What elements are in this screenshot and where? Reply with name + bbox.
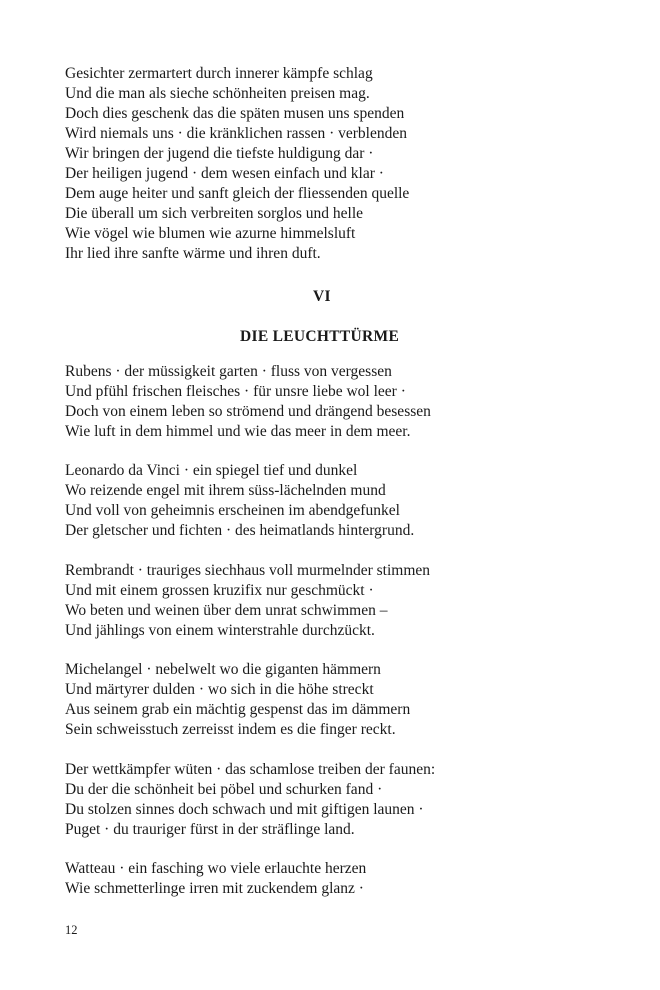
verse-line: Und die man als sieche schönheiten preisen mag. bbox=[65, 85, 370, 102]
verse-line: Und mit einem grossen kruzifix nur geschmückt · bbox=[65, 582, 374, 599]
verse-line: Der heiligen jugend · dem wesen einfach und klar · bbox=[65, 165, 384, 182]
verse-line: Puget · du trauriger fürst in der sträflinge land. bbox=[65, 821, 355, 838]
verse-line: Gesichter zermartert durch innerer kämpfe schlag bbox=[65, 65, 373, 82]
verse-line: Wir bringen der jugend die tiefste huldigung dar · bbox=[65, 145, 374, 162]
verse-line: Und jählings von einem winterstrahle durchzückt. bbox=[65, 622, 375, 639]
stanza-rubens bbox=[65, 362, 625, 442]
verse-line: Wird niemals uns · die kränklichen rassen · verblenden bbox=[65, 125, 407, 142]
verse-line: Der wettkämpfer wüten · das schamlose treiben der faunen: bbox=[65, 761, 436, 778]
verse-line: Die überall um sich verbreiten sorglos und helle bbox=[65, 205, 364, 222]
stanza-leonardo bbox=[65, 461, 625, 541]
verse-line: Dem auge heiter und sanft gleich der fliessenden quelle bbox=[65, 185, 410, 202]
verse-line: Leonardo da Vinci · ein spiegel tief und dunkel bbox=[65, 462, 358, 479]
stanza-michelangel bbox=[65, 660, 625, 740]
section-title: DIE LEUCHTTÜRME bbox=[240, 328, 400, 345]
verse-line: Wo beten und weinen über dem unrat schwimmen – bbox=[65, 602, 388, 619]
stanza-watteau bbox=[65, 859, 625, 899]
verse-line: Wie luft in dem himmel und wie das meer in dem meer. bbox=[65, 423, 411, 440]
verse-line: Wo reizende engel mit ihrem süss-lächelnden mund bbox=[65, 482, 386, 499]
verse-line: Du stolzen sinnes doch schwach und mit giftigen launen · bbox=[65, 801, 424, 818]
verse-line: Und voll von geheimnis erscheinen im abendgefunkel bbox=[65, 502, 400, 519]
verse-line: Sein schweisstuch zerreisst indem es die finger reckt. bbox=[65, 721, 396, 738]
page-number: 12 bbox=[65, 923, 78, 937]
verse-line: Wie schmetterlinge irren mit zuckendem glanz · bbox=[65, 880, 364, 897]
verse-line: Michelangel · nebelwelt wo die giganten hämmern bbox=[65, 661, 381, 678]
verse-line: Und märtyrer dulden · wo sich in die höhe streckt bbox=[65, 681, 374, 698]
verse-line: Du der die schönheit bei pöbel und schurken fand · bbox=[65, 781, 383, 798]
verse-line: Der gletscher und fichten · des heimatlands hintergrund. bbox=[65, 522, 415, 539]
poem-continuation bbox=[65, 64, 625, 264]
verse-line: Doch von einem leben so strömend und drängend besessen bbox=[65, 403, 431, 420]
verse-line: Aus seinem grab ein mächtig gespenst das im dämmern bbox=[65, 701, 411, 718]
verse-line: Wie vögel wie blumen wie azurne himmelsluft bbox=[65, 225, 356, 242]
stanza-puget bbox=[65, 760, 625, 840]
verse-line: Rubens · der müssigkeit garten · fluss von vergessen bbox=[65, 363, 392, 380]
verse-line: Und pfühl frischen fleisches · für unsre liebe wol leer · bbox=[65, 383, 406, 400]
verse-line: Watteau · ein fasching wo viele erlauchte herzen bbox=[65, 860, 367, 877]
section-number: VI bbox=[313, 288, 331, 305]
verse-line: Ihr lied ihre sanfte wärme und ihren duft. bbox=[65, 245, 321, 262]
verse-line: Rembrandt · trauriges siechhaus voll murmelnder stimmen bbox=[65, 562, 431, 579]
verse-line: Doch dies geschenk das die späten musen uns spenden bbox=[65, 105, 405, 122]
stanza-rembrandt bbox=[65, 561, 625, 641]
